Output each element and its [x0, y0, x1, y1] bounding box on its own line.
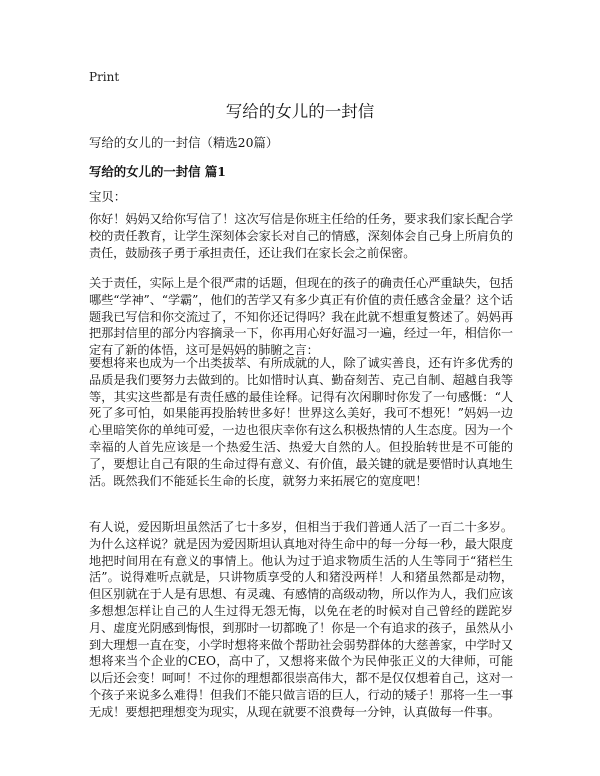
body-paragraph: 要想将来也成为一个出类拔萃、有所成就的人，除了诚实善良，还有许多优秀的品质是我们要努力去做到的。比如惜时认真、勤奋刻苦、克己自制、超越自我等等，其实这些都是有责任感的最佳诠释。记得有次闲聊时你发了一句感慨：“人死了多可怕，如果能再投胎转世多好！世界这么美好，我可不想死！”妈妈一边心里暗笑你的单纯可爱，一边也很庆幸你有这么积极热情的人生态度。因为一个幸福的人首先应该是一个热爱生活、热爱大自然的人。但投胎转世是不可能的了，要想让自己有限的生命过得有意义、有价值，最关键的就是要惜时认真地生活。既然我们不能延长生命的长度，就努力来拓展它的宽度吧！ — [89, 356, 513, 488]
print-label: Print — [89, 70, 120, 84]
document-subtitle: 写给的女儿的一封信（精选20篇） — [89, 135, 279, 150]
section-heading: 写给的女儿的一封信 篇1 — [89, 164, 226, 179]
document-title: 写给的女儿的一封信 — [225, 102, 375, 121]
body-paragraph: 你好！妈妈又给你写信了！这次写信是你班主任给的任务，要求我们家长配合学校的责任教育，让学生深刻体会家长对自己的情感，深刻体会自己身上所肩负的责任，鼓励孩子勇于承担责任，还让我们在家长会之前保密。 — [89, 212, 513, 260]
body-paragraph: 关于责任，实际上是个很严肃的话题，但现在的孩子的确责任心严重缺失，包括哪些“学神”、“学霸”，他们的苦学又有多少真正有价值的责任感含金量？这个话题我已写信和你交流过了，不知你还记得吗？我在此就不想重复赘述了。妈妈再把那封信里的部分内容摘录一下，你再用心好好温习一遍，经过一年，相信你一定有了新的体悟，这可是妈妈的肺腑之言： — [89, 276, 513, 358]
body-paragraph: 有人说，爱因斯坦虽然活了七十多岁，但相当于我们普通人活了一百二十多岁。为什么这样说？就是因为爱因斯坦认真地对待生命中的每一分每一秒，最大限度地把时间用在有意义的事情上。他认为过于追求物质生活的人生等同于“猪栏生活”。说得难听点就是，只讲物质享受的人和猪没两样！人和猪虽然都是动物，但区别就在于人是有思想、有灵魂、有感情的高级动物，所以作为人，我们应该多想想怎样让自己的人生过得无怨无悔，以免在老的时候对自己曾经的蹉跎岁月、虚度光阴感到悔恨，到那时一切都晚了！你是一个有追求的孩子，虽然从小到大理想一直在变，小学时想将来做个帮助社会弱势群体的大慈善家，中学时又想将来当个企业的CEO，高中了，又想将来做个为民伸张正义的大律师，可能以后还会变！呵呵！不过你的理想都很崇高伟大，都不是仅仅想着自己，这对一个孩子来说多么难得！但我们不能只做言语的巨人，行动的矮子！那将一生一事无成！要想把理想变为现实，从现在就要不浪费每一分钟，认真做每一件事。 — [89, 520, 513, 719]
letter-greeting: 宝贝： — [89, 189, 127, 204]
